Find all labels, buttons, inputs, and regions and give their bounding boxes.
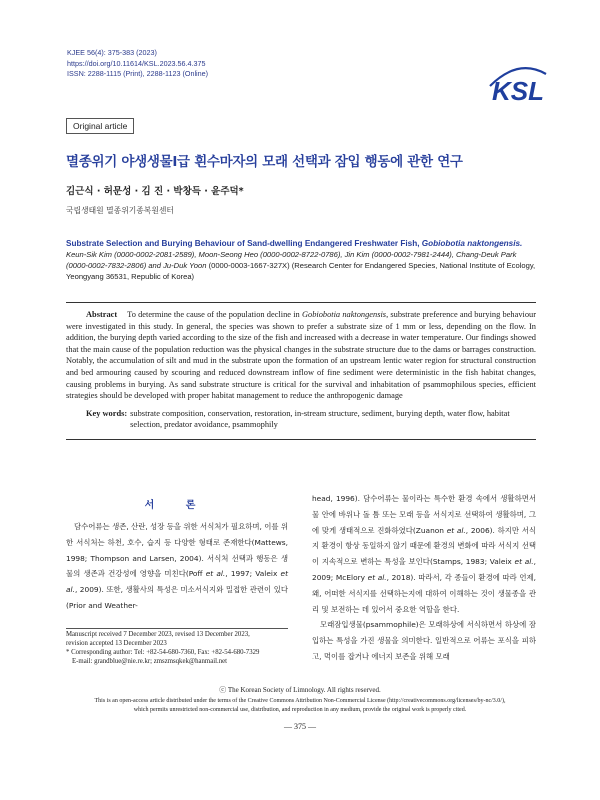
english-authors: Keun-Sik Kim (0000-0002-2081-2589), Moon-Seong Heo (0000-0002-8722-0786), Jin Kim (0000-0002-7981-2444), Chang-Deuk Park (0000-0002-7832-2806) and Ju-Duk Yoon: [66, 250, 517, 270]
license-notice: This is an open-access article distributed under the terms of the Creative Commons Attribution Non-Commercial License (http://creativecommons.org/licenses/by-nc/3.0/), which permits unrestricted non-commercial use, distribution, and reproduction in any medium, provide the original work is properly cited.: [94, 698, 506, 713]
species-name: Gobiobotia naktongensis.: [421, 239, 523, 248]
article-type-badge: Original article: [66, 118, 134, 134]
abstract-text: Abstract To determine the cause of the population decline in Gobiobotia naktongensis, substrate preference and burying behaviour were investigated in this study. In general, the species was shown to prefer a substrate size of 1 mm or less, depending on the flow. In addition, the burying depth varied according to the size of the fish and increased with a decrease in water temperature. Our findings showed that the main cause of the population reduction was the physical changes in the substrate structure due to the dams or barrages construction. Notably, the accumulation of silt and mud in the substrate upon the formation of an upstream lentic water region for structural construction and bed armouring caused by scouring and reduced downstream inflow of fine sediment were deterministic in the fish habitat changes, causing problems in burying. As sand substrate structure is critical for the survival and inhabitation of psammophilous species, efficient strategies should be developed with proper habitat management to reduce the anthropogenic damage: [66, 310, 537, 401]
abstract-label: Abstract: [86, 310, 118, 319]
issn-line: ISSN: 2288-1115 (Print), 2288-1123 (Online): [67, 69, 209, 78]
paragraph: head, 1996). 담수어류는 물이라는 특수한 환경 속에서 생활하면서 물 안에 바위나 돌 틈 또는 모래 등을 서식지로 선택하여 생활하며, 그에 맞게 생태적으로 진화하였다(Zuanon et al., 2006). 하지만 서식지 환경이 항상 동일하지 않기 때문에 환경의 변화에 따라 서식지 선택이 지속적으로 변하는 특성을 보인다(Stamps, 1983; Valeix et al., 2009; McElory et al., 2018). 따라서, 각 종들이 환경에 따라 언제, 왜, 어떠한 서식지를 선택하는지에 대하여 이해하는 것이 생물종을 관리 및 보전하는 데 있어서 중요한 역할을 한다.: [312, 494, 536, 614]
logo-text: KSL: [492, 76, 544, 106]
korean-affiliation: 국립생태원 멸종위기종복원센터: [66, 206, 174, 215]
body-column-right: [312, 491, 536, 665]
doi-link[interactable]: https://doi.org/10.11614/KSL.2023.56.4.375: [67, 58, 206, 68]
abstract-section: [66, 302, 536, 440]
journal-metadata: [67, 48, 208, 80]
body-column-left: 담수어류는 생존, 산란, 성장 등을 위한 서식처가 필요하며, 이를 위한 서식처는 하천, 호수, 습지 등 다양한 형태로 존재한다(Mattews, 1998; Thompson and Larsen, 2004). 서식처 선택과 행동은 생물의 생존과 건강성에 영향을 미친다(Poff et al., 1997; Valeix et al., 2009). 또한, 생활사의 특성은 미소서식지와 밀접한 관련이 있다(Prior and Weather-: [66, 522, 288, 610]
keywords: [66, 408, 536, 431]
keywords-label: Key words:: [86, 408, 128, 418]
keywords-text: substrate composition, conservation, restoration, in-stream structure, sediment, burying depth, water flow, habitat selection, predator avoidance, psammophily: [130, 408, 510, 430]
footnote: Manuscript received 7 December 2023, revised 13 December 2023, revision accepted 13 December 2023 * Corresponding author: Tel: +82-54-680-7360, Fax: +82-54-680-7329 E-mail: grandblue@nie.re.kr; zmszmsqkek@hanmail.net: [66, 631, 260, 665]
page-number: — 375 —: [284, 722, 316, 731]
english-affiliation: (0000-0003-1667-327X) (Research Center for Endangered Species, National Institute of Ecology, Yeongyang 36531, Republic of Korea): [66, 261, 536, 281]
copyright-notice: ⓒ The Korean Society of Limnology. All rights reserved.: [219, 686, 381, 694]
korean-authors: 김근식 · 허문성 · 김 진 · 박창득 · 윤주덕*: [66, 186, 244, 197]
footnote-divider: [66, 628, 288, 629]
paragraph: 모래잠입생물(psammophile)은 모래하상에 서식하면서 하상에 잠입하는 특성을 가진 생물을 의미한다. 일반적으로 어류는 포식을 피하고, 먹이를 잡거나 에너지 보존을 위해 모래: [312, 620, 536, 661]
journal-citation: KJEE 56(4): 375-383 (2023): [67, 48, 157, 57]
korean-title: 멸종위기 야생생물Ⅰ급 흰수마자의 모래 선택과 잠입 행동에 관한 연구: [66, 154, 463, 170]
english-title-block: [66, 238, 536, 282]
section-heading-introduction: 서 론: [144, 500, 210, 511]
ksl-logo: [488, 64, 548, 106]
english-title: Substrate Selection and Burying Behaviour of Sand-dwelling Endangered Freshwater Fish, Gobiobotia naktongensis.: [66, 239, 523, 248]
